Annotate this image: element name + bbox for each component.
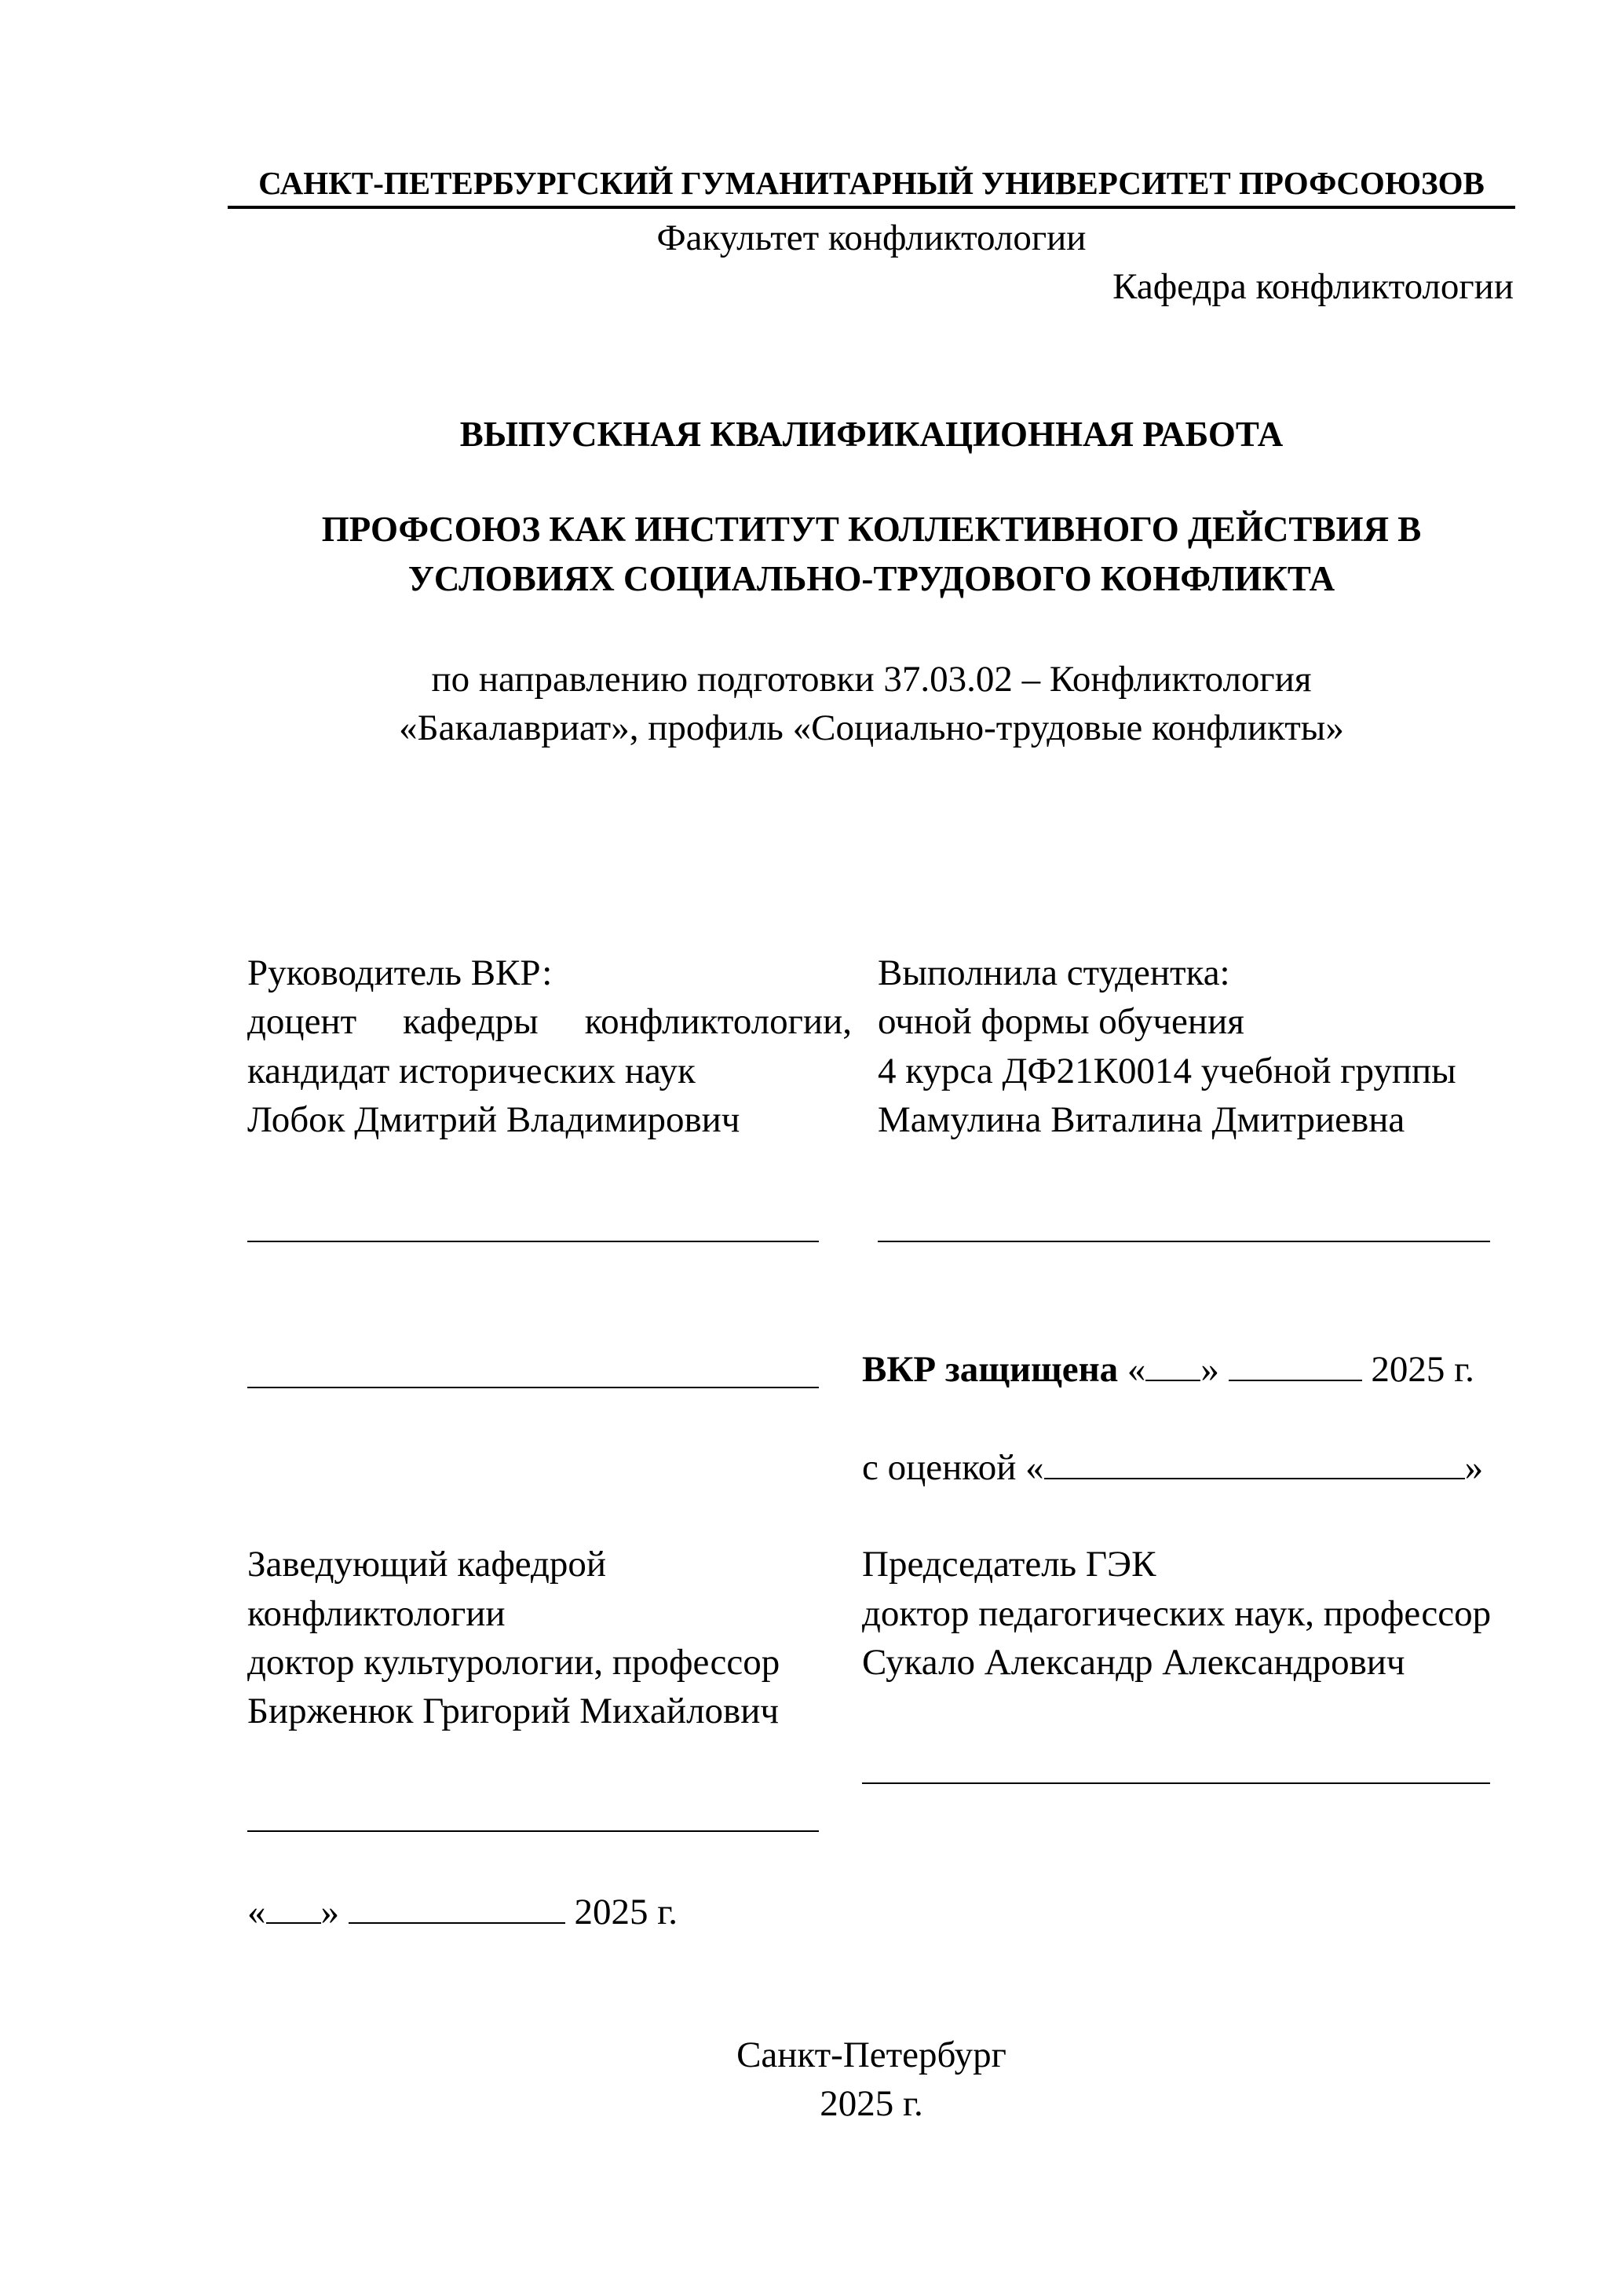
grade-label: с оценкой « (862, 1447, 1044, 1488)
supervisor-degree: кандидат исторических наук (247, 1051, 696, 1091)
student-group: 4 курса ДФ21К0014 учебной группы (878, 1051, 1456, 1091)
header-rule (228, 206, 1515, 209)
defense-year: 2025 г. (1371, 1349, 1474, 1390)
university-name: САНКТ-ПЕТЕРБУРГСКИЙ ГУМАНИТАРНЫЙ УНИВЕРСИТЕТ ПРОФСОЮЗОВ (258, 165, 1485, 201)
head-date-open: « (247, 1892, 266, 1932)
defense-date-mid: » (1200, 1349, 1219, 1390)
chairman-heading: Председатель ГЭК (862, 1544, 1156, 1585)
supervisor-review-signature-line (247, 1387, 819, 1388)
grade-line (862, 1443, 1483, 1492)
head-date-line (247, 1888, 678, 1936)
supervisor-position: доцент кафедры конфликтологии, (247, 1001, 852, 1042)
head-department: конфликтологии (247, 1593, 506, 1634)
supervisor-name: Лобок Дмитрий Владимирович (247, 1099, 740, 1140)
head-signature-line (247, 1830, 819, 1832)
direction-line-2: «Бакалавриат», профиль «Социально-трудовые конфликты» (399, 707, 1344, 748)
student-heading: Выполнила студентка: (878, 952, 1230, 993)
head-name: Бирженюк Григорий Михайлович (247, 1691, 780, 1731)
work-type: ВЫПУСКНАЯ КВАЛИФИКАЦИОННАЯ РАБОТА (459, 415, 1284, 454)
head-degree: доктор культурологии, профессор (247, 1642, 780, 1683)
footer-year: 2025 г. (820, 2083, 923, 2124)
work-title-line-2: УСЛОВИЯХ СОЦИАЛЬНО-ТРУДОВОГО КОНФЛИКТА (407, 559, 1335, 598)
chairman-degree: доктор педагогических наук, профессор (862, 1593, 1492, 1634)
grade-close: » (1464, 1447, 1484, 1488)
defense-month-blank (1229, 1348, 1362, 1381)
supervisor-signature-line (247, 1241, 819, 1242)
head-date-mid: » (320, 1892, 339, 1932)
grade-blank (1044, 1446, 1465, 1479)
head-heading: Заведующий кафедрой (247, 1544, 607, 1585)
head-date-year: 2025 г. (574, 1892, 678, 1932)
student-signature-line (878, 1241, 1490, 1242)
chairman-name: Сукало Александр Александрович (862, 1642, 1405, 1683)
head-day-blank (266, 1891, 321, 1924)
supervisor-heading: Руководитель ВКР: (247, 952, 553, 993)
faculty-name: Факультет конфликтологии (656, 218, 1087, 258)
defense-date-open: « (1127, 1349, 1146, 1390)
chairman-signature-line (862, 1782, 1490, 1784)
footer-city: Санкт-Петербург (736, 2035, 1006, 2075)
defense-line (862, 1345, 1474, 1394)
student-name: Мамулина Виталина Дмитриевна (878, 1099, 1405, 1140)
department-name: Кафедра конфликтологии (1112, 266, 1514, 307)
defense-day-blank (1145, 1348, 1200, 1381)
defense-label: ВКР защищена (862, 1349, 1119, 1390)
head-month-blank (349, 1891, 565, 1924)
direction-line-1: по направлению подготовки 37.03.02 – Конфликтология (431, 659, 1312, 700)
work-title-line-1: ПРОФСОЮЗ КАК ИНСТИТУТ КОЛЛЕКТИВНОГО ДЕЙСТВИЯ В (321, 510, 1422, 549)
student-study-form: очной формы обучения (878, 1001, 1244, 1042)
